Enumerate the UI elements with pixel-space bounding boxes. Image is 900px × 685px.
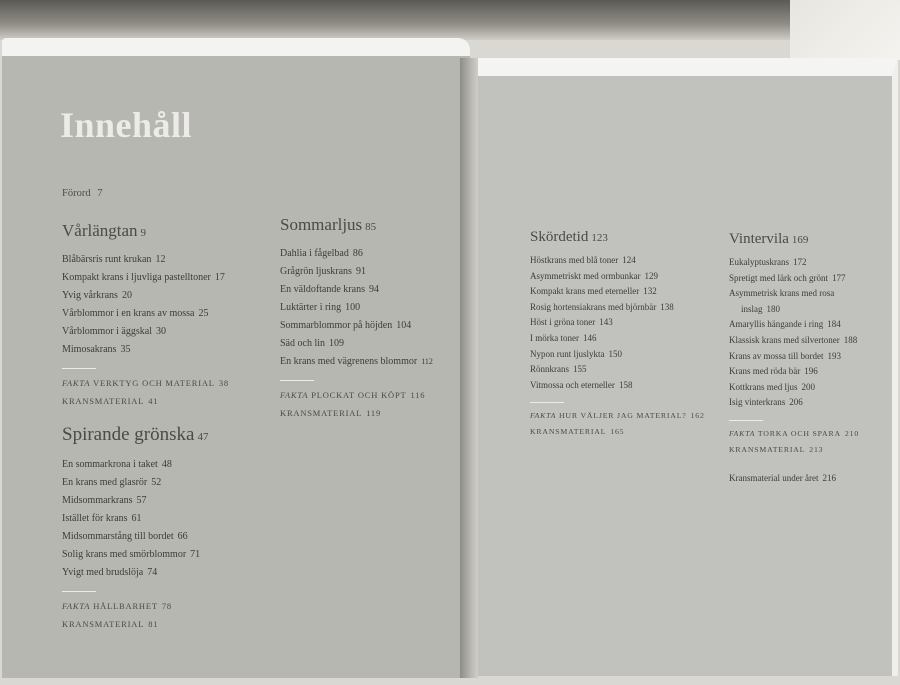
- material-entry: KRANSMATERIAL 165: [530, 426, 625, 436]
- toc-entry: I mörka toner 146: [530, 332, 597, 343]
- material-entry: KRANSMATERIAL 41: [62, 396, 159, 406]
- toc-entry: Rosig hortensiakrans med björnbär 138: [530, 301, 674, 312]
- material-entry: KRANSMATERIAL 119: [280, 408, 382, 418]
- divider: [62, 591, 96, 592]
- divider: [62, 368, 96, 369]
- toc-entry: Istället för krans 61: [62, 513, 142, 524]
- section-vintervila: [729, 231, 859, 487]
- toc-entry: Kottkrans med ljus 200: [729, 381, 815, 392]
- toc-entry-material-year: Kransmaterial under året 216: [729, 473, 836, 484]
- toc-entry: Säd och lin 109: [280, 338, 344, 349]
- toc-entry: Asymmetriskt med ormbunkar 129: [530, 270, 658, 281]
- page-title: Innehåll: [60, 105, 193, 145]
- divider: [530, 402, 564, 403]
- section-title: Spirande grönska 47: [62, 424, 209, 445]
- divider: [729, 420, 763, 421]
- toc-entry: Höstkrans med blå toner 124: [530, 255, 636, 265]
- section-title: Skördetid 123: [530, 229, 608, 245]
- fakta-entry: FAKTA TORKA OCH SPARA 210: [729, 428, 860, 438]
- section-skordetid: [530, 229, 705, 440]
- fakta-entry: FAKTA PLOCKAT OCH KÖPT 116: [280, 390, 426, 400]
- toc-entry: Amaryllis hängande i ring 184: [729, 319, 841, 330]
- foreword-page: 7: [97, 188, 103, 199]
- toc-entry: En krans med vägrenens blommor 112: [280, 356, 433, 367]
- toc-entry: Sommarblommor på höjden 104: [280, 320, 412, 331]
- toc-entry: Luktärter i ring 100: [280, 302, 361, 313]
- section-title: Vårlängtan 9: [62, 221, 147, 240]
- section-sommarljus: [280, 215, 433, 422]
- toc-entry: Yvig vårkrans 20: [62, 290, 132, 301]
- toc-entry: Dahlia i fågelbad 86: [280, 248, 363, 259]
- foreword-entry: [62, 188, 102, 199]
- toc-entry: Asymmetrisk krans med rosa: [729, 288, 835, 299]
- toc-entry: Mimosakrans 35: [62, 344, 131, 355]
- toc-entry: Vårblommor i äggskal 30: [62, 326, 166, 337]
- toc-entry: En väldoftande krans 94: [280, 284, 379, 295]
- toc-entry: Krans av mossa till bordet 193: [729, 350, 841, 361]
- toc-entry: Eukalyptuskrans 172: [729, 257, 807, 267]
- toc-entry: Midsommarstång till bordet 66: [62, 531, 188, 542]
- toc-entry: Kompakt krans med eterneller 132: [530, 286, 657, 297]
- toc-entry: Nypon runt ljuslykta 150: [530, 348, 622, 359]
- section-title: Sommarljus 85: [280, 215, 377, 234]
- toc-entry: Vårblommor i en krans av mossa 25: [62, 308, 209, 319]
- fakta-entry: FAKTA HÅLLBARHET 78: [62, 601, 172, 611]
- material-entry: KRANSMATERIAL 213: [729, 444, 824, 454]
- toc-entry: inslag 180: [741, 303, 780, 314]
- foreword-label: Förord: [62, 188, 91, 199]
- divider: [280, 380, 314, 381]
- toc-entry: Blåbärsris runt krukan 12: [62, 254, 166, 265]
- section-varlangtan: [62, 221, 229, 410]
- section-title: Vintervila 169: [729, 231, 809, 247]
- toc-entry: Yvigt med brudslöja 74: [62, 567, 158, 578]
- toc-entry: Krans med röda bär 196: [729, 366, 818, 377]
- background-fabric: [790, 0, 900, 60]
- toc-entry: En krans med glasrör 52: [62, 477, 162, 488]
- book-gutter: [460, 58, 478, 678]
- material-entry: KRANSMATERIAL 81: [62, 619, 159, 629]
- toc-entry: Isig vinterkrans 206: [729, 397, 803, 408]
- toc-entry: Kompakt krans i ljuvliga pastelltoner 17: [62, 272, 225, 283]
- toc-entry: En sommarkrona i taket 48: [62, 459, 172, 470]
- toc-entry: Rönnkrans 155: [530, 364, 587, 375]
- toc-entry: Höst i gröna toner 143: [530, 317, 613, 328]
- fakta-entry: FAKTA HUR VÄLJER JAG MATERIAL? 162: [530, 411, 705, 421]
- toc-entry: Grågrön ljuskrans 91: [280, 266, 366, 277]
- section-spirande: [62, 424, 208, 633]
- toc-entry: Midsommarkrans 57: [62, 495, 147, 506]
- toc-entry: Vitmossa och eterneller 158: [530, 379, 633, 390]
- background-table: [0, 0, 900, 40]
- toc-entry: Klassisk krans med silvertoner 188: [729, 334, 858, 345]
- toc-entry: Spretigt med lärk och grönt 177: [729, 272, 846, 283]
- toc-entry: Solig krans med smörblommor 71: [62, 549, 201, 560]
- fakta-entry: FAKTA VERKTYG OCH MATERIAL 38: [62, 378, 229, 388]
